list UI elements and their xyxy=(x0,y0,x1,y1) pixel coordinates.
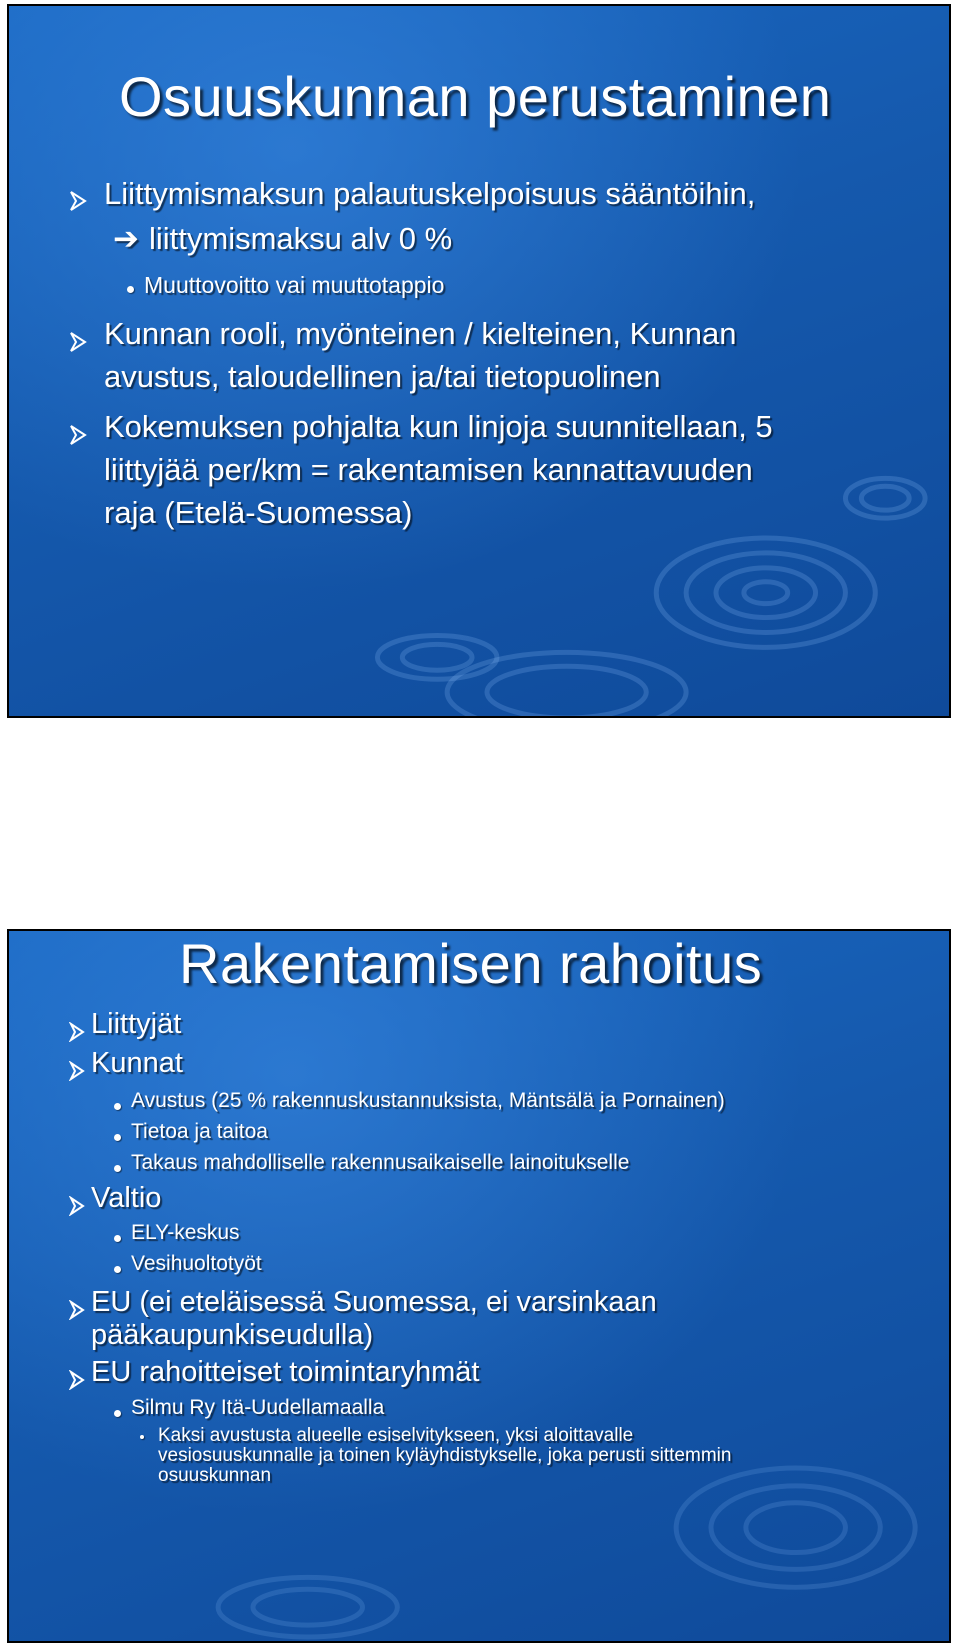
bullet-dot-icon xyxy=(114,1410,121,1417)
detail-silmu-grants-cont2: osuuskunnan xyxy=(158,1465,272,1486)
item-state: Valtio xyxy=(91,1182,162,1214)
detail-silmu-grants-cont: vesiosuuskunnalle ja toinen kyläyhdistykselle, joka perusti sittemmin xyxy=(158,1445,732,1466)
slide-1 xyxy=(7,4,951,718)
bullet-experience: Kokemuksen pohjalta kun linjoja suunnitellaan, 5 xyxy=(104,409,773,444)
bullet-small-dot-icon xyxy=(140,1435,144,1439)
bullet-arrow-icon xyxy=(69,1300,85,1320)
bullet-dot-icon xyxy=(114,1235,121,1242)
sub-item-silmu: Silmu Ry Itä-Uudellamaalla xyxy=(131,1396,385,1419)
slide-2 xyxy=(7,929,951,1643)
bullet-experience-cont2: raja (Etelä-Suomessa) xyxy=(104,495,413,530)
sub-bullet-migration: Muuttovoitto vai muuttotappio xyxy=(144,272,445,298)
item-municipalities: Kunnat xyxy=(91,1047,183,1079)
bullet-arrow-icon xyxy=(69,190,87,212)
bullet-arrow-icon xyxy=(69,424,87,446)
item-eu-groups: EU rahoitteiset toimintaryhmät xyxy=(91,1356,480,1388)
bullet-arrow-icon xyxy=(69,331,87,353)
sub-item-knowledge: Tietoa ja taitoa xyxy=(131,1120,268,1143)
sub-item-grant: Avustus (25 % rakennuskustannuksista, Mäntsälä ja Pornainen) xyxy=(131,1089,725,1112)
sub-item-water-works: Vesihuoltotyöt xyxy=(131,1252,262,1275)
bullet-arrow-icon xyxy=(69,1022,85,1042)
item-connectors: Liittyjät xyxy=(91,1008,182,1040)
bullet-refund: Liittymismaksun palautuskelpoisuus sääntöihin, xyxy=(104,176,756,211)
bullet-municipality-role-cont: avustus, taloudellinen ja/tai tietopuolinen xyxy=(104,359,661,394)
item-eu-cont: pääkaupunkiseudulla) xyxy=(91,1319,374,1351)
bullet-refund-vat: liittymismaksu alv 0 % xyxy=(149,221,453,256)
bullet-dot-icon xyxy=(114,1103,121,1110)
bullet-dot-icon xyxy=(114,1266,121,1273)
bullet-municipality-role: Kunnan rooli, myönteinen / kielteinen, Kunnan xyxy=(104,316,737,351)
bullet-experience-cont: liittyjää per/km = rakentamisen kannattavuuden xyxy=(104,452,753,487)
item-eu: EU (ei eteläisessä Suomessa, ei varsinkaan xyxy=(91,1286,657,1318)
bullet-arrow-icon xyxy=(69,1196,85,1216)
detail-silmu-grants: Kaksi avustusta alueelle esiselvitykseen, yksi aloittavalle xyxy=(158,1425,634,1446)
slide-title: Rakentamisen rahoitus xyxy=(179,932,763,995)
bullet-dot-icon xyxy=(127,286,134,293)
bullet-arrow-icon xyxy=(69,1061,85,1081)
bullet-arrow-icon xyxy=(69,1370,85,1390)
arrow-glyph-icon: ➔ xyxy=(113,221,139,256)
sub-item-ely: ELY-keskus xyxy=(131,1221,240,1244)
sub-item-guarantee: Takaus mahdolliselle rakennusaikaiselle lainoitukselle xyxy=(131,1151,630,1174)
bullet-dot-icon xyxy=(114,1134,121,1141)
bullet-dot-icon xyxy=(114,1165,121,1172)
slide-title: Osuuskunnan perustaminen xyxy=(119,65,832,128)
